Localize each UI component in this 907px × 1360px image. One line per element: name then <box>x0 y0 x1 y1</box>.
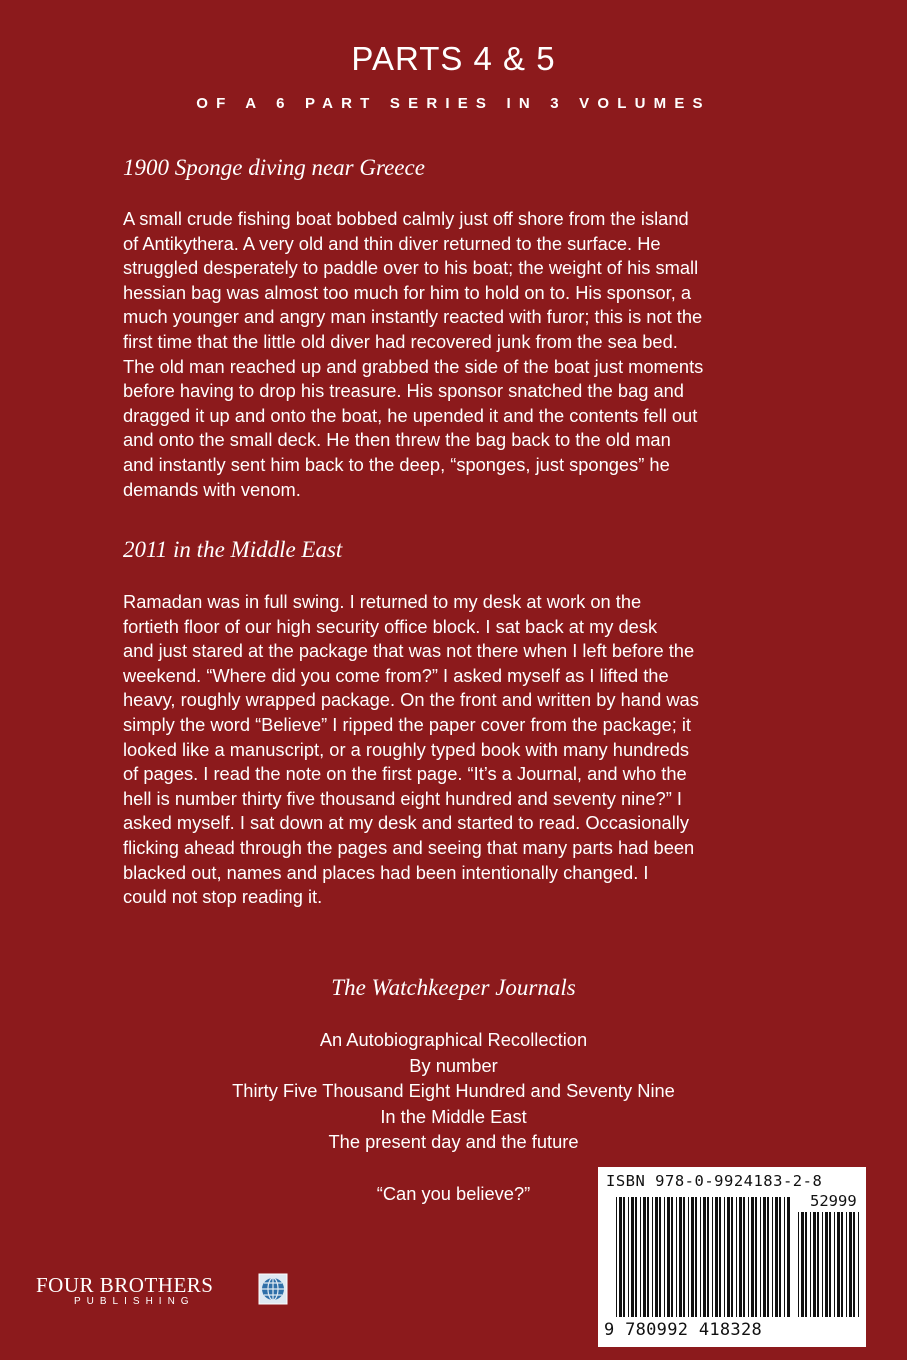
description-line: By number <box>409 1054 498 1076</box>
text-line: struggled desperately to paddle over to his boat; the weight of his small <box>123 257 699 279</box>
text-line: A small crude fishing boat bobbed calmly just off shore from the island <box>123 208 689 229</box>
globe-book-icon <box>258 1273 288 1305</box>
text-line: before having to drop his treasure. His sponsor snatched the bag and <box>123 380 684 402</box>
text-line: The old man reached up and grabbed the side of the boat just moments <box>123 355 704 377</box>
text-line: could not stop reading it. <box>123 886 323 908</box>
text-line: simply the word “Believe” I ripped the paper cover from the package; it <box>123 713 692 735</box>
text-line: of pages. I read the note on the first page. “It’s a Journal, and who the <box>123 763 687 785</box>
text-line: blacked out, names and places had been intentionally changed. I <box>123 861 649 883</box>
text-line: Ramadan was in full swing. I returned to my desk at work on the <box>123 591 642 612</box>
text-line: and instantly sent him back to the deep, “sponges, just sponges” he <box>123 453 670 475</box>
text-line: and just stared at the package that was not there when I left before the <box>123 640 695 662</box>
description-line: In the Middle East <box>380 1105 527 1127</box>
barcode-digits: 9 780992 418328 <box>604 1320 763 1340</box>
text-line: hell is number thirty five thousand eight hundred and seventy nine?” I <box>123 787 682 809</box>
section-text-1900 <box>123 207 803 502</box>
book-title: The Watchkeeper Journals <box>331 975 576 1000</box>
text-line: dragged it up and onto the boat, he upended it and the contents fell out <box>123 404 698 426</box>
text-line: much younger and angry man instantly reacted with furor; this is not the <box>123 306 703 328</box>
text-line: fortieth floor of our high security office block. I sat back at my desk <box>123 615 658 637</box>
text-line: asked myself. I sat down at my desk and started to read. Occasionally <box>123 812 689 834</box>
section-heading-1900: 1900 Sponge diving near Greece <box>123 155 425 180</box>
series-subtitle: OF A 6 PART SERIES IN 3 VOLUMES <box>196 95 711 112</box>
text-line: first time that the little old diver had recovered junk from the sea bed. <box>123 330 678 352</box>
publisher-subtitle: PUBLISHING <box>74 1296 195 1307</box>
price-code: 52999 <box>810 1192 857 1210</box>
text-line: demands with venom. <box>123 478 301 500</box>
description-line: The present day and the future <box>328 1131 579 1153</box>
book-description <box>0 1027 907 1155</box>
text-line: flicking ahead through the pages and seeing that many parts had been <box>123 836 695 858</box>
description-line: Thirty Five Thousand Eight Hundred and Seventy Nine <box>232 1080 675 1102</box>
publisher-logo <box>36 1273 213 1307</box>
text-line: heavy, roughly wrapped package. On the front and written by hand was <box>123 689 699 711</box>
text-line: of Antikythera. A very old and thin diver returned to the surface. He <box>123 232 661 254</box>
text-line: hessian bag was almost too much for him to hold on to. His sponsor, a <box>123 281 692 303</box>
section-heading-2011: 2011 in the Middle East <box>123 537 343 562</box>
text-line: looked like a manuscript, or a roughly typed book with many hundreds <box>123 738 690 760</box>
text-line: and onto the small deck. He then threw the bag back to the old man <box>123 429 671 451</box>
tagline-question: “Can you believe?” <box>376 1183 531 1204</box>
isbn-barcode <box>598 1167 866 1347</box>
series-title: PARTS 4 & 5 <box>351 40 556 77</box>
text-line: weekend. “Where did you come from?” I asked myself as I lifted the <box>123 664 669 686</box>
section-text-2011 <box>123 590 803 910</box>
isbn-number: ISBN 978-0-9924183-2-8 <box>606 1172 823 1190</box>
publisher-name: FOUR BROTHERS <box>36 1273 214 1297</box>
description-line: An Autobiographical Recollection <box>319 1029 588 1050</box>
